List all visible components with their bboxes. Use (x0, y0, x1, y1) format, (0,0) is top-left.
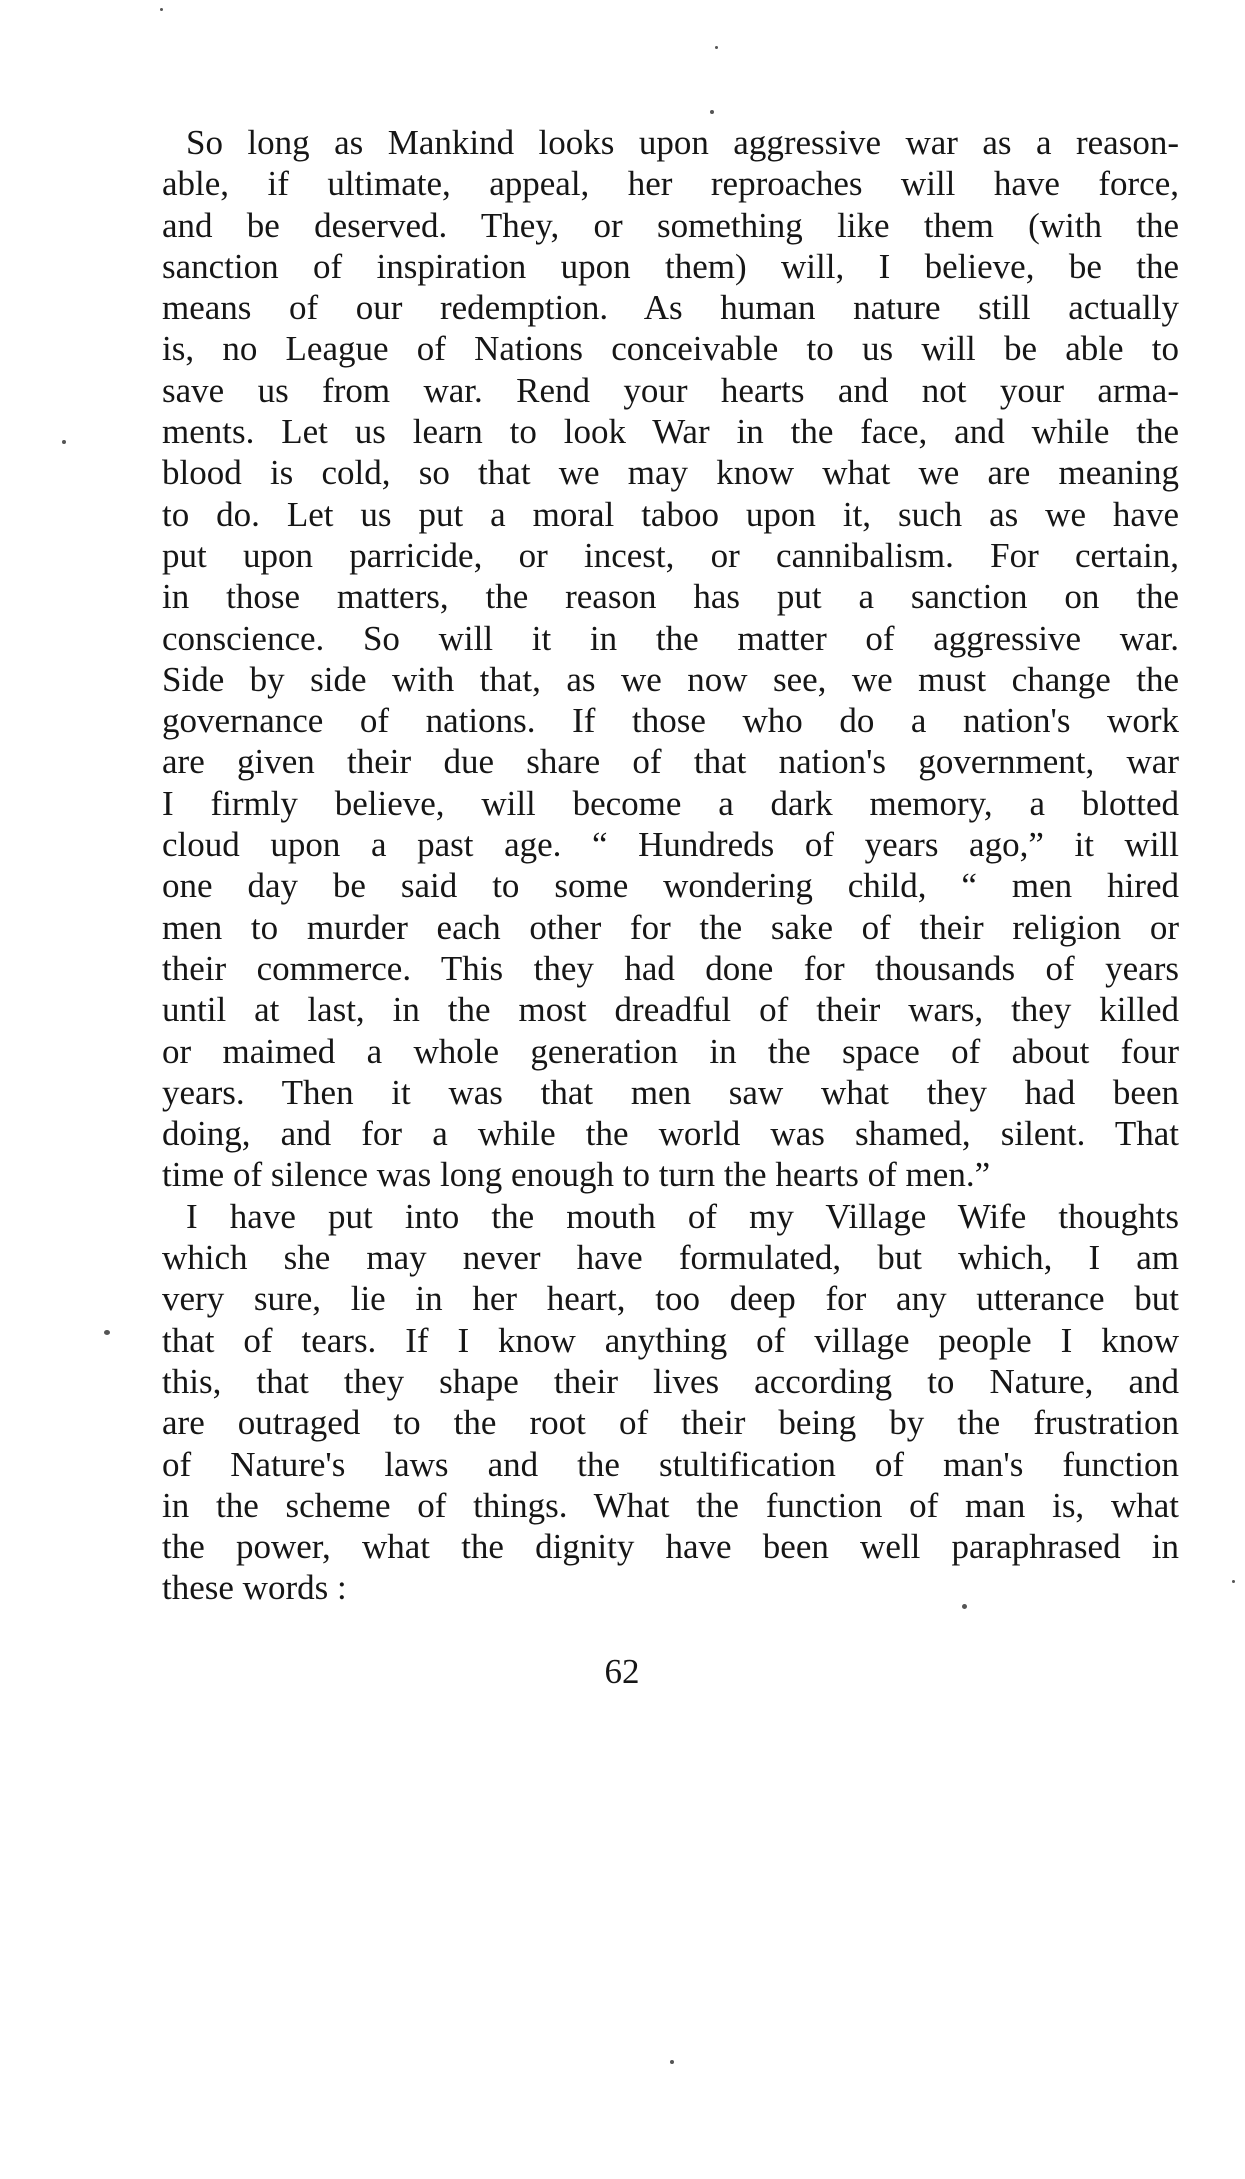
scan-speck (670, 2060, 674, 2064)
text-line: very sure, lie in her heart, too deep for any utterance but (162, 1279, 1179, 1319)
scan-speck (62, 440, 66, 444)
text-line: are outraged to the root of their being by the frustration (162, 1403, 1179, 1443)
text-line: I have put into the mouth of my Village Wife thoughts (186, 1196, 1179, 1236)
body-text (162, 122, 1179, 1609)
text-line: in those matters, the reason has put a sanction on the (162, 577, 1179, 617)
page-number: 62 (604, 1652, 640, 1691)
text-line: are given their due share of that nation's government, war (162, 742, 1179, 782)
scan-speck (715, 46, 718, 49)
text-line: time of silence was long enough to turn the hearts of men.” (162, 1155, 991, 1195)
text-line: or maimed a whole generation in the space of about four (162, 1031, 1179, 1071)
text-line: able, if ultimate, appeal, her reproaches will have force, (162, 164, 1179, 204)
scan-speck (962, 1604, 967, 1609)
text-line: which she may never have formulated, but which, I am (162, 1238, 1179, 1278)
text-line: the power, what the dignity have been well paraphrased in (162, 1527, 1179, 1567)
text-line: to do. Let us put a moral taboo upon it, such as we have (162, 494, 1179, 534)
text-line: this, that they shape their lives according to Nature, and (162, 1361, 1179, 1401)
text-line: governance of nations. If those who do a nation's work (162, 701, 1179, 741)
text-line: save us from war. Rend your hearts and not your arma- (162, 370, 1179, 410)
scan-speck (160, 8, 163, 11)
text-line: years. Then it was that men saw what they had been (162, 1072, 1179, 1112)
text-line: these words : (162, 1568, 347, 1608)
text-line: men to murder each other for the sake of their religion or (162, 907, 1179, 947)
text-line: put upon parricide, or incest, or cannibalism. For certain, (162, 535, 1179, 575)
scan-speck (1232, 1580, 1235, 1583)
text-line: sanction of inspiration upon them) will, I believe, be the (162, 246, 1179, 286)
text-line: that of tears. If I know anything of village people I know (162, 1320, 1179, 1360)
text-line: of Nature's laws and the stultification of man's function (162, 1444, 1179, 1484)
scan-speck (104, 1330, 110, 1335)
scan-speck (710, 110, 714, 114)
text-line: means of our redemption. As human nature still actually (162, 288, 1179, 328)
text-line: in the scheme of things. What the function of man is, what (162, 1485, 1179, 1525)
text-line: So long as Mankind looks upon aggressive war as a reason- (186, 123, 1179, 162)
text-line: conscience. So will it in the matter of aggressive war. (162, 618, 1179, 658)
text-line: I firmly believe, will become a dark memory, a blotted (162, 783, 1179, 823)
text-line: one day be said to some wondering child, “ men hired (162, 866, 1179, 906)
text-line: is, no League of Nations conceivable to us will be able to (162, 329, 1179, 369)
text-line: their commerce. This they had done for thousands of years (162, 948, 1179, 988)
text-line: ments. Let us learn to look War in the face, and while the (162, 412, 1179, 452)
text-line: and be deserved. They, or something like them (with the (162, 205, 1179, 245)
text-line: cloud upon a past age. “ Hundreds of years ago,” it will (162, 825, 1179, 865)
text-line: Side by side with that, as we now see, we must change the (162, 659, 1179, 699)
text-line: until at last, in the most dreadful of their wars, they killed (162, 990, 1179, 1030)
text-line: doing, and for a while the world was shamed, silent. That (162, 1114, 1179, 1154)
text-line: blood is cold, so that we may know what we are meaning (162, 453, 1179, 493)
